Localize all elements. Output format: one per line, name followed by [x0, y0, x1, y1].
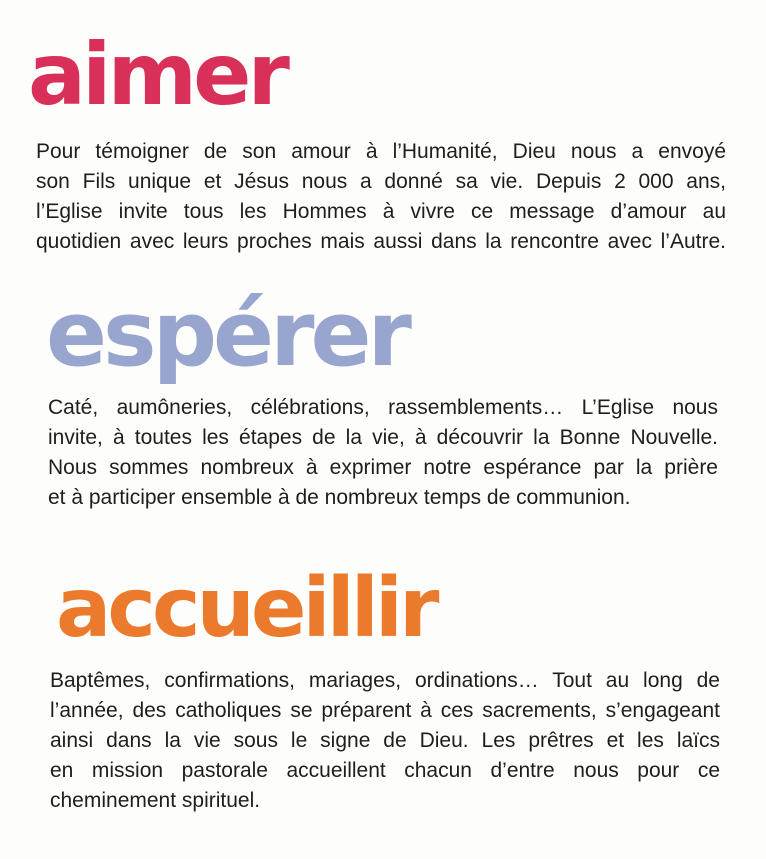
heading-aimer: aimer — [28, 25, 286, 125]
paragraph-line: son Fils unique et Jésus nous a donné sa vie. Depuis 2 000 ans, — [36, 170, 726, 193]
paragraph-line: ainsi dans la vie sous le signe de Dieu. Les prêtres et les laïcs — [50, 729, 720, 752]
heading-esperer: espérer — [46, 282, 408, 387]
paragraph-line: Nous sommes nombreux à exprimer notre espérance par la prière — [48, 456, 718, 479]
paragraph-line: quotidien avec leurs proches mais aussi dans la rencontre avec l’Autre. — [36, 230, 726, 253]
paragraph-line: Caté, aumôneries, célébrations, rassemblements… L’Eglise nous — [48, 396, 718, 419]
paragraph-line: cheminement spirituel. — [50, 789, 261, 812]
paragraph-line: en mission pastorale accueillent chacun d’entre nous pour ce — [50, 759, 720, 782]
paragraph-accueillir — [50, 666, 720, 816]
paragraph-line: invite, à toutes les étapes de la vie, à découvrir la Bonne Nouvelle. — [48, 426, 718, 449]
paragraph-line: l’année, des catholiques se préparent à ces sacrements, s’engageant — [50, 699, 720, 722]
paragraph-aimer — [36, 137, 726, 257]
paragraph-line: et à participer ensemble à de nombreux temps de communion. — [48, 486, 631, 509]
heading-accueillir: accueillir — [56, 561, 436, 656]
paragraph-esperer — [48, 393, 718, 513]
paragraph-line: Baptêmes, confirmations, mariages, ordinations… Tout au long de — [50, 669, 720, 692]
paragraph-line: l’Eglise invite tous les Hommes à vivre ce message d’amour au — [36, 200, 726, 223]
paragraph-line: Pour témoigner de son amour à l’Humanité, Dieu nous a envoyé — [36, 140, 726, 163]
